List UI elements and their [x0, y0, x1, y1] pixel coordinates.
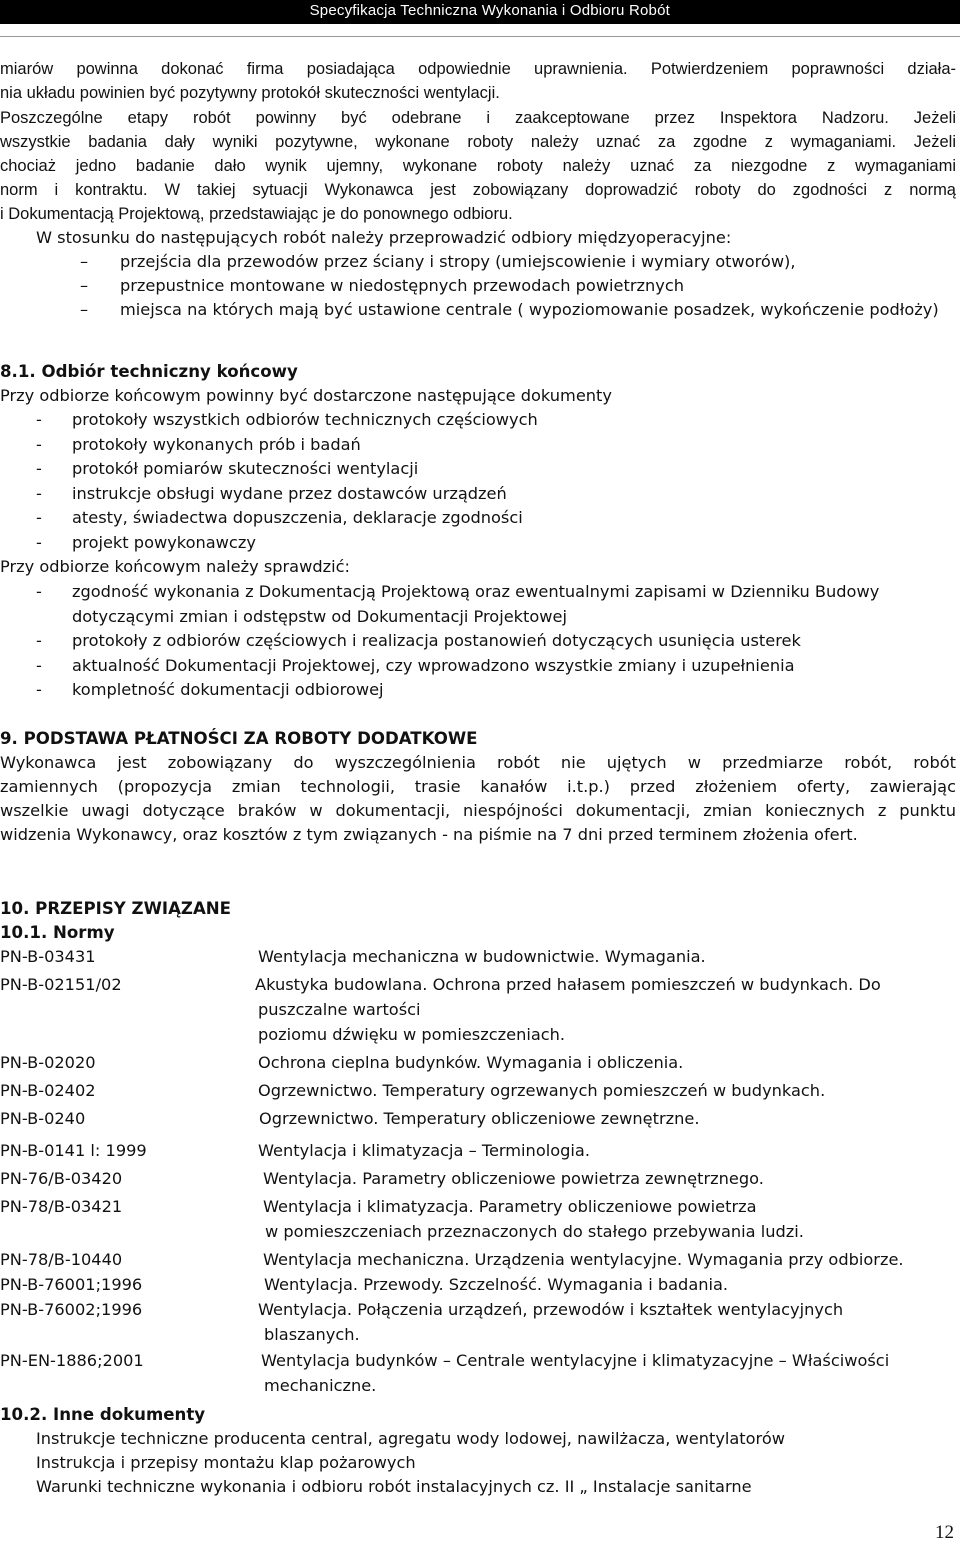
list-item [0, 457, 956, 482]
norm-row [0, 1247, 956, 1272]
norm-row [0, 1166, 956, 1191]
norm-code: PN-B-03431 [0, 947, 96, 966]
list-item: Warunki techniczne wykonania i odbioru robót instalacyjnych cz. II „ Instalacje sanitarne [36, 1477, 752, 1496]
list-item-text: protokoły wszystkich odbiorów technicznych częściowych [72, 410, 538, 429]
list-item-text: projekt powykonawczy [72, 532, 256, 552]
list-item [0, 250, 956, 274]
norm-code: PN-78/B-03421 [0, 1197, 123, 1216]
text-line: wszystkie badania dały wyniki pozytywne, wykonane roboty należy uznać za zgodne z wymaganiami. Jeżeli [0, 133, 956, 151]
norm-row [0, 1194, 956, 1244]
dash-marker: – [80, 276, 89, 295]
list-item [0, 482, 956, 507]
norm-desc: Wentylacja. Przewody. Szczelność. Wymagania i badania. [264, 1275, 729, 1294]
hyphen-marker: - [36, 434, 42, 454]
norm-code: PN-EN-1886;2001 [0, 1351, 144, 1370]
norm-desc: Wentylacja. Parametry obliczeniowe powietrza zewnętrznego. [263, 1169, 764, 1188]
norm-row [0, 1297, 956, 1347]
list-item-text: zgodność wykonania z Dokumentacją Projektową oraz ewentualnymi zapisami w Dzienniku Budowy dotyczącymi zmian i odstępstw od Dokumentacji Projektowej [72, 582, 880, 626]
page-header [0, 0, 960, 24]
norm-desc: puszczalne wartości [258, 1000, 421, 1019]
list-item-text: przepustnice montowane w niedostępnych przewodach powietrznych [120, 276, 685, 295]
text-line: Wykonawca jest zobowiązany do wyszczególnienia robót nie ujętych w przedmiarze robót, robót [0, 753, 956, 772]
norm-desc: Wentylacja i klimatyzacja. Parametry obliczeniowe powietrza [263, 1197, 757, 1216]
dash-marker: – [80, 252, 89, 271]
norm-desc: blaszanych. [264, 1325, 360, 1344]
norm-desc: poziomu dźwięku w pomieszczeniach. [258, 1025, 566, 1044]
norm-row [0, 1106, 956, 1131]
norm-code: PN-B-0240 [0, 1109, 86, 1128]
norm-row [0, 1272, 956, 1297]
list-item-text: kompletność dokumentacji odbiorowej [72, 680, 384, 699]
text-line: nia układu powinien być pozytywny protokół skuteczności wentylacji. [0, 84, 500, 102]
page-number: 12 [935, 1522, 954, 1543]
intro-paragraph-2 [0, 106, 956, 226]
norm-row [0, 1348, 956, 1398]
norm-desc: Wentylacja. Połączenia urządzeń, przewodów i kształtek wentylacyjnych [258, 1300, 844, 1319]
section-heading-9: 9. PODSTAWA PŁATNOŚCI ZA ROBOTY DODATKOWE [0, 729, 478, 748]
norm-row [0, 972, 956, 1047]
hyphen-marker: - [36, 483, 42, 503]
norms-list [0, 944, 956, 1398]
hyphen-marker: - [36, 508, 42, 527]
intro-paragraph-1 [0, 57, 956, 105]
norm-desc: Wentylacja budynków – Centrale wentylacyjne i klimatyzacyjne – Właściwości [261, 1351, 890, 1370]
list-item-text: protokoły wykonanych prób i badań [72, 434, 361, 454]
header-title: Specyfikacja Techniczna Wykonania i Odbioru Robót [309, 2, 670, 19]
section-heading-10: 10. PRZEPISY ZWIĄZANE [0, 899, 232, 918]
list-item-text: przejścia dla przewodów przez ściany i stropy (umiejscowienie i wymiary otworów), [120, 252, 796, 271]
text-line: chociaż jedno badanie dało wynik ujemny, wykonane roboty należy uznać za niezgodne z wymaganiami [0, 157, 956, 175]
hyphen-marker: - [36, 459, 42, 478]
list-item [0, 629, 956, 654]
norm-row [0, 1078, 956, 1103]
list-item: Instrukcja i przepisy montażu klap pożarowych [36, 1453, 416, 1472]
norm-desc: Ochrona cieplna budynków. Wymagania i obliczenia. [258, 1053, 684, 1072]
norm-desc: Akustyka budowlana. Ochrona przed hałasem pomieszczeń w budynkach. Do [255, 975, 881, 994]
text-line: i Dokumentacją Projektową, przedstawiając je do ponownego odbioru. [0, 205, 513, 223]
list-item [0, 506, 956, 531]
list-item [0, 654, 956, 679]
list-item-text: aktualność Dokumentacji Projektowej, czy wprowadzono wszystkie zmiany i uzupełnienia [72, 655, 795, 675]
list-item-text: protokół pomiarów skuteczności wentylacji [72, 459, 419, 478]
text-line: widzenia Wykonawcy, oraz kosztów z tym związanych - na piśmie na 7 dni przed terminem złożenia ofert. [0, 825, 858, 844]
text-line: Poszczególne etapy robót powinny być odebrane i zaakceptowane przez Inspektora Nadzoru. Jeżeli [0, 109, 956, 127]
other-docs-list [0, 1427, 956, 1499]
list-item [0, 678, 956, 703]
norm-code: PN-B-02020 [0, 1053, 96, 1072]
final-docs-list [0, 408, 956, 555]
list-item [0, 433, 956, 458]
list-item [0, 531, 956, 556]
text-line: wszelkie uwagi dotyczące braków w dokumentacji, niespójności dokumentacji, zmian koniecznych z punktu [0, 801, 956, 820]
section-heading-8-1: 8.1. Odbiór techniczny końcowy [0, 362, 298, 381]
list-item-text: protokoły z odbiorów częściowych i realizacja postanowień dotyczących usunięcia usterek [72, 631, 801, 650]
sec81-intro-1: Przy odbiorze końcowym powinny być dostarczone następujące dokumenty [0, 386, 612, 405]
norm-code: PN-B-76001;1996 [0, 1275, 143, 1294]
norm-desc: mechaniczne. [264, 1376, 377, 1395]
sec9-paragraph [0, 751, 956, 847]
norm-desc: Ogrzewnictwo. Temperatury ogrzewanych pomieszczeń w budynkach. [258, 1081, 826, 1100]
list-item [0, 408, 956, 433]
list-item: Instrukcje techniczne producenta central, agregatu wody lodowej, nawilżacza, wentylatorów [36, 1429, 786, 1448]
hyphen-marker: - [36, 532, 42, 552]
norm-code: PN-B-02151/02 [0, 975, 122, 994]
text-line: W stosunku do następujących robót należy przeprowadzić odbiory międzyoperacyjne: [36, 228, 732, 247]
norm-code: PN-B-0141 l: 1999 [0, 1141, 147, 1160]
norm-code: PN-78/B-10440 [0, 1250, 123, 1269]
norm-desc: Wentylacja i klimatyzacja – Terminologia. [258, 1141, 590, 1160]
norm-desc: Wentylacja mechaniczna w budownictwie. Wymagania. [258, 947, 706, 966]
norm-desc: Wentylacja mechaniczna. Urządzenia wentylacyjne. Wymagania przy odbiorze. [263, 1250, 904, 1269]
hyphen-marker: - [36, 680, 42, 699]
subsection-heading-10-1: 10.1. Normy [0, 923, 115, 942]
subsection-heading-10-2: 10.2. Inne dokumenty [0, 1405, 206, 1424]
norm-code: PN-B-76002;1996 [0, 1300, 143, 1319]
hyphen-marker: - [36, 655, 42, 675]
list-item-text: instrukcje obsługi wydane przez dostawców urządzeń [72, 483, 507, 503]
norm-row [0, 1050, 956, 1075]
hyphen-marker: - [36, 631, 42, 650]
hyphen-marker: - [36, 582, 42, 601]
header-rule [0, 36, 960, 37]
norm-code: PN-B-02402 [0, 1081, 96, 1100]
sec81-intro-2: Przy odbiorze końcowym należy sprawdzić: [0, 557, 350, 576]
norm-desc: Ogrzewnictwo. Temperatury obliczeniowe zewnętrzne. [259, 1109, 700, 1128]
norm-code: PN-76/B-03420 [0, 1169, 123, 1188]
list-item [0, 274, 956, 298]
list-item-text: atesty, świadectwa dopuszczenia, deklaracje zgodności [72, 508, 523, 527]
final-checks-list [0, 580, 956, 703]
norm-desc: w pomieszczeniach przeznaczonych do stałego przebywania ludzi. [265, 1222, 804, 1241]
dash-marker: – [80, 300, 89, 319]
list-item [0, 298, 956, 322]
text-line: miarów powinna dokonać firma posiadająca odpowiednie uprawnienia. Potwierdzeniem poprawności działa- [0, 60, 956, 78]
text-line: norm i kontraktu. W takiej sytuacji Wykonawca jest zobowiązany doprowadzić roboty do zgodności z normą [0, 181, 956, 199]
intro-paragraph-3 [0, 226, 956, 250]
list-item [0, 580, 956, 629]
interoperation-list [0, 250, 956, 322]
norm-row [0, 944, 956, 969]
text-line: zamiennych (propozycja zmian technologii, trasie kanałów i.t.p.) przed złożeniem oferty, zawierając [0, 777, 956, 796]
list-item-text: miejsca na których mają być ustawione centrale ( wypoziomowanie posadzek, wykończenie podłoży) [120, 300, 939, 319]
hyphen-marker: - [36, 410, 42, 429]
norm-row [0, 1138, 956, 1163]
